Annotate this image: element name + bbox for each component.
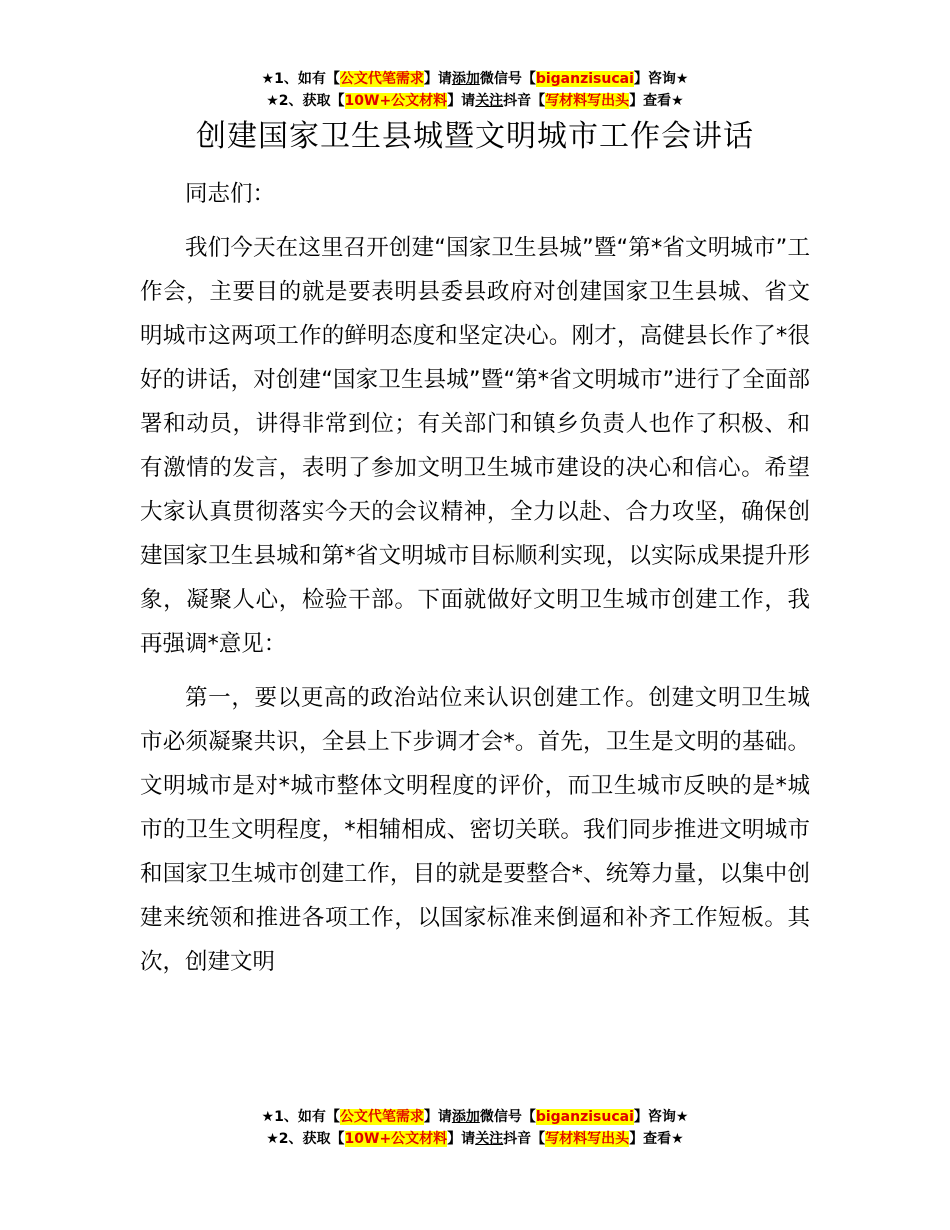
promo-line-1 xyxy=(0,68,950,90)
promo-text: 微信号【 xyxy=(479,1109,536,1125)
promo-text: 】请 xyxy=(447,93,476,109)
promo-underline: 关注 xyxy=(475,1131,504,1147)
promo-highlight: biganzisucai xyxy=(535,1109,634,1125)
promo-header xyxy=(0,68,950,112)
promo-line-2 xyxy=(0,90,950,112)
promo-text: ★2、获取【 xyxy=(266,93,345,109)
promo-underline: 添加 xyxy=(451,1109,480,1125)
promo-underline: 添加 xyxy=(451,71,480,87)
salutation: 同志们： xyxy=(185,181,276,207)
promo-highlight: 公文代笔需求 xyxy=(339,71,424,87)
promo-highlight: 10W+公文材料 xyxy=(344,93,448,109)
promo-underline: 关注 xyxy=(475,93,504,109)
promo-highlight: biganzisucai xyxy=(535,71,634,87)
promo-line-2 xyxy=(0,1128,950,1150)
paragraph: 我们今天在这里召开创建“国家卫生县城”暨“第*省文明城市”工作会，主要目的就是要表明县委县政府对创建国家卫生县城、省文明城市这两项工作的鲜明态度和坚定决心。刚才，高健县长作了*很好的讲话，对创建“国家卫生县城”暨“第*省文明城市”进行了全面部署和动员，讲得非常到位；有关部门和镇乡负责人也作了积极、和有激情的发言，表明了参加文明卫生城市建设的决心和信心。希望大家认真贯彻落实今天的会议精神，全力以赴、合力攻坚，确保创建国家卫生县城和第*省文明城市目标顺利实现，以实际成果提升形象，凝聚人心，检验干部。下面就做好文明卫生城市创建工作，我再强调*意见： xyxy=(140,235,810,657)
promo-text: 】请 xyxy=(447,1131,476,1147)
promo-text: 】咨询★ xyxy=(633,71,689,87)
promo-text: 】咨询★ xyxy=(633,1109,689,1125)
promo-text: 微信号【 xyxy=(479,71,536,87)
promo-highlight: 写材料写出头 xyxy=(545,93,630,109)
promo-highlight: 公文代笔需求 xyxy=(339,1109,424,1125)
paragraph: 第一，要以更高的政治站位来认识创建工作。创建文明卫生城市必须凝聚共识，全县上下步调才会*。首先，卫生是文明的基础。文明城市是对*城市整体文明程度的评价，而卫生城市反映的是*城市的卫生文明程度，*相辅相成、密切关联。我们同步推进文明城市和国家卫生城市创建工作，目的就是要整合*、统筹力量，以集中创建来统领和推进各项工作，以国家标准来倒逼和补齐工作短板。其次，创建文明 xyxy=(140,685,810,975)
promo-highlight: 写材料写出头 xyxy=(545,1131,630,1147)
promo-text: 】请 xyxy=(423,1109,452,1125)
promo-text: ★1、如有【 xyxy=(261,1109,340,1125)
promo-highlight: 10W+公文材料 xyxy=(344,1131,448,1147)
promo-text: ★2、获取【 xyxy=(266,1131,345,1147)
promo-text: 抖音【 xyxy=(503,1131,546,1147)
promo-line-1 xyxy=(0,1106,950,1128)
promo-text: ★1、如有【 xyxy=(261,71,340,87)
document-title: 创建国家卫生县城暨文明城市工作会讲话 xyxy=(196,119,754,154)
promo-text: 抖音【 xyxy=(503,93,546,109)
promo-text: 】请 xyxy=(423,71,452,87)
promo-text: 】查看★ xyxy=(629,93,684,109)
promo-footer xyxy=(0,1106,950,1150)
promo-text: 】查看★ xyxy=(629,1131,684,1147)
document-body xyxy=(140,172,810,984)
